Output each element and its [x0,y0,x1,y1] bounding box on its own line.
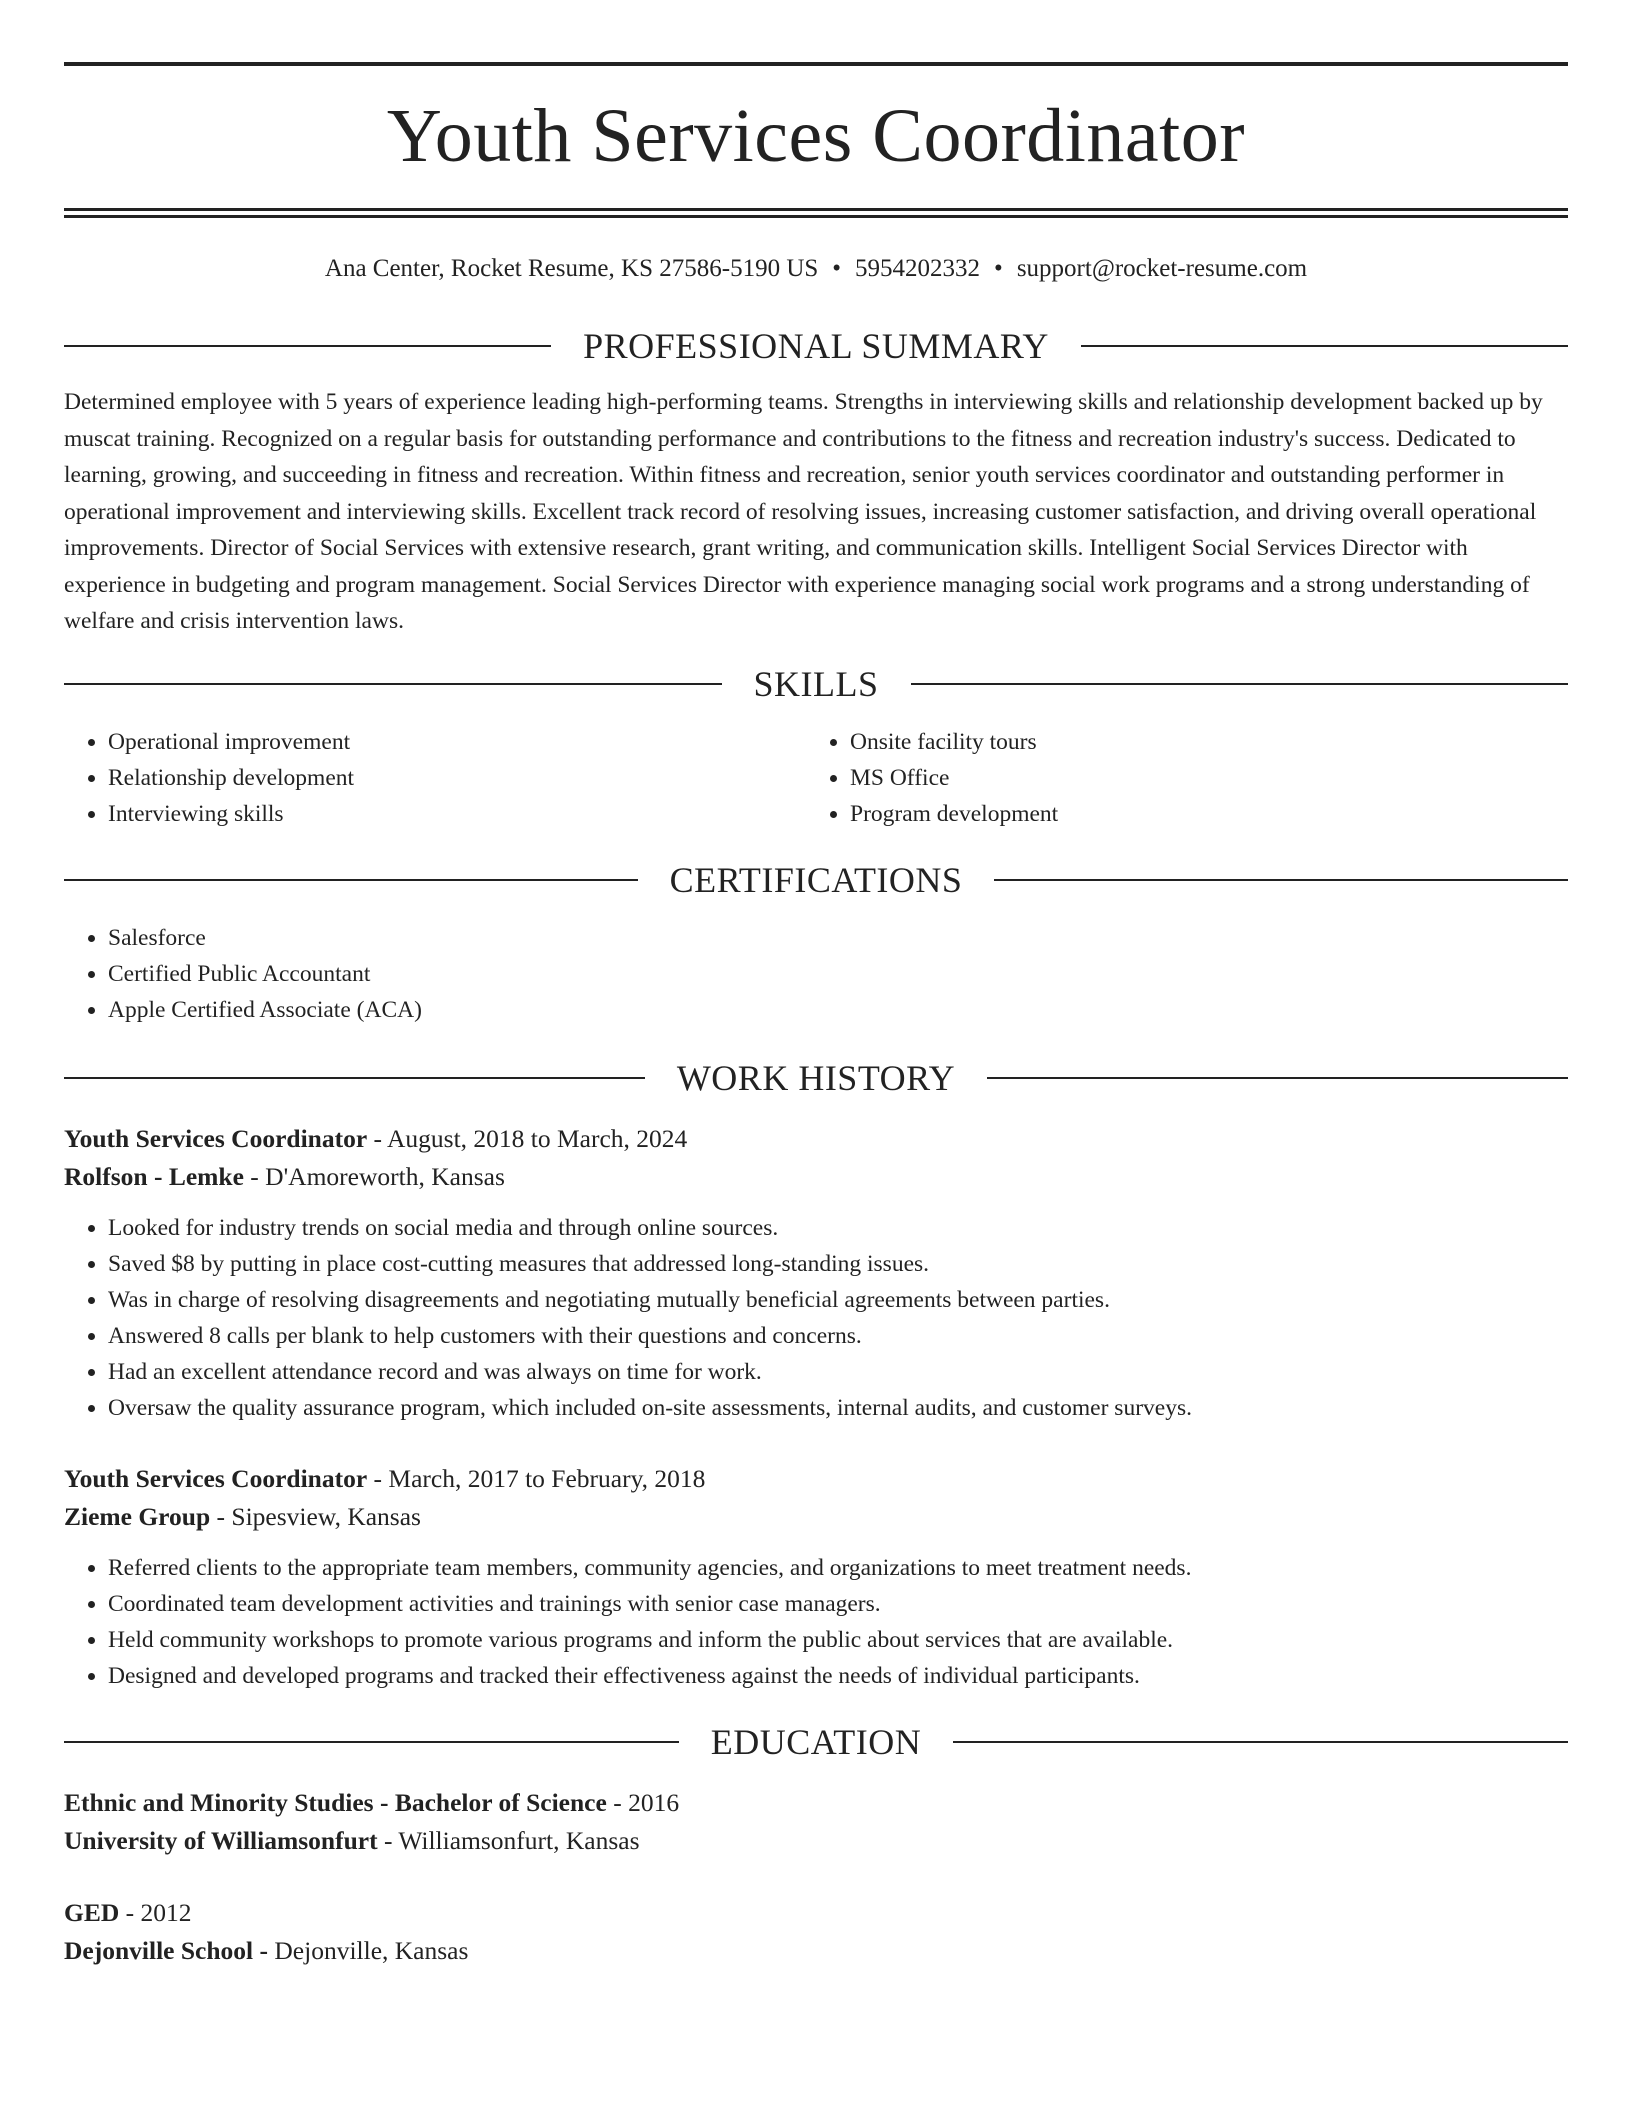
education-title: EDUCATION [710,1721,922,1762]
contact-separator: • [994,255,1003,282]
skill-item: • Interviewing skills [108,796,806,832]
job-company-line [64,1158,1568,1196]
job-bullet: • Designed and developed programs and tracked their effectiveness against the needs of individual participants. [108,1658,1568,1694]
job-entry [64,1460,1568,1694]
education-heading [64,1722,1568,1762]
heading-rule [64,1741,679,1743]
contact-line [64,254,1568,284]
education-location: - Williamsonfurt, Kansas [377,1825,640,1855]
job-title-line [64,1460,1568,1498]
education-degree: GED [64,1897,120,1927]
skill-item: • Operational improvement [108,724,806,760]
education-school-line [64,1932,1568,1970]
certification-item: • Salesforce [108,920,1568,956]
heading-rule [953,1741,1568,1743]
job-title: Youth Services Coordinator [64,1463,368,1493]
contact-address: Ana Center, Rocket Resume, KS 27586-5190 US [324,255,819,282]
certification-item: • Certified Public Accountant [108,956,1568,992]
job-bullet: • Referred clients to the appropriate team members, community agencies, and organizations to meet treatment needs. [108,1550,1568,1586]
education-school: Dejonville School - [64,1935,268,1965]
certifications-title: CERTIFICATIONS [669,859,963,900]
job-title: Youth Services Coordinator [64,1123,368,1153]
job-bullet: • Looked for industry trends on social media and through online sources. [108,1210,1568,1246]
skills-column-left [64,724,806,832]
education-year: - 2016 [606,1787,680,1817]
education-location: Dejonville, Kansas [268,1935,469,1965]
skill-item: • Onsite facility tours [850,724,1548,760]
job-bullet: • Saved $8 by putting in place cost-cutting measures that addressed long-standing issues. [108,1246,1568,1282]
education-degree: Ethnic and Minority Studies - Bachelor of Science [64,1787,607,1817]
candidate-name: Youth Services Coordinator [386,94,1246,178]
job-bullet: • Answered 8 calls per blank to help customers with their questions and concerns. [108,1318,1568,1354]
education-entry [64,1894,1568,1970]
education-school-line [64,1822,1568,1860]
job-company: Zieme Group [64,1501,211,1531]
job-location: - Sipesview, Kansas [210,1501,421,1531]
skill-item: • Program development [850,796,1548,832]
skills-heading [64,664,1568,704]
job-dates: - August, 2018 to March, 2024 [367,1123,688,1153]
contact-phone: 5954202332 [855,255,981,282]
heading-rule [1081,345,1568,347]
work-heading [64,1058,1568,1098]
job-bullet: • Oversaw the quality assurance program, which included on-site assessments, internal audits, and customer surveys. [108,1390,1568,1426]
job-entry [64,1120,1568,1426]
heading-rule [64,1077,645,1079]
skills-list [64,724,1568,832]
certifications-list [64,920,1568,1028]
heading-rule [987,1077,1568,1079]
education-degree-line [64,1894,1568,1932]
resume-page [64,0,1568,1970]
heading-rule [994,879,1568,881]
summary-text: Determined employee with 5 years of experience leading high-performing teams. Strengths in interviewing skills and relationship development backed up by muscat training. Recognized on a regular basis for outstanding performance and contributions to the fitness and recreation industry's success. Dedicated to learning, growing, and succeeding in fitness and recreation. Within fitness and recreation, senior youth services coordinator and outstanding performer in operational improvement and interviewing skills. Excellent track record of resolving issues, increasing customer satisfaction, and driving overall operational improvements. Director of Social Services with extensive research, grant writing, and communication skills. Intelligent Social Services Director with experience in budgeting and program management. Social Services Director with experience managing social work programs and a strong understanding of welfare and crisis intervention laws. [64,389,1543,634]
job-bullets [64,1550,1568,1694]
job-dates: - March, 2017 to February, 2018 [367,1463,706,1493]
education-degree-line [64,1784,1568,1822]
heading-rule [911,683,1569,685]
contact-separator: • [832,255,842,282]
job-company-line [64,1498,1568,1536]
job-title-line [64,1120,1568,1158]
job-bullet: • Had an excellent attendance record and was always on time for work. [108,1354,1568,1390]
education-entry [64,1784,1568,1860]
heading-rule [64,683,722,685]
summary-title: PROFESSIONAL SUMMARY [583,326,1049,366]
contact-email: support@rocket-resume.com [1016,255,1308,282]
summary-heading [64,326,1568,366]
job-bullets [64,1210,1568,1426]
job-bullet: • Coordinated team development activities and trainings with senior case managers. [108,1586,1568,1622]
education-year: - 2012 [119,1897,192,1927]
double-rule [64,208,1568,218]
top-rule [64,62,1568,66]
job-company: Rolfson - Lemke [64,1161,244,1191]
skill-item: • MS Office [850,760,1548,796]
job-location: - D'Amoreworth, Kansas [243,1161,505,1191]
skills-column-right [806,724,1548,832]
job-bullet: • Was in charge of resolving disagreements and negotiating mutually beneficial agreements between parties. [108,1282,1568,1318]
certifications-heading [64,860,1568,900]
skills-title: SKILLS [753,663,879,704]
skill-item: • Relationship development [108,760,806,796]
education-school: University of Williamsonfurt [64,1825,378,1855]
job-bullet: • Held community workshops to promote various programs and inform the public about services that are available. [108,1622,1568,1658]
certification-item: • Apple Certified Associate (ACA) [108,992,1568,1028]
work-title: WORK HISTORY [676,1057,956,1098]
heading-rule [64,879,638,881]
heading-rule [64,345,551,347]
